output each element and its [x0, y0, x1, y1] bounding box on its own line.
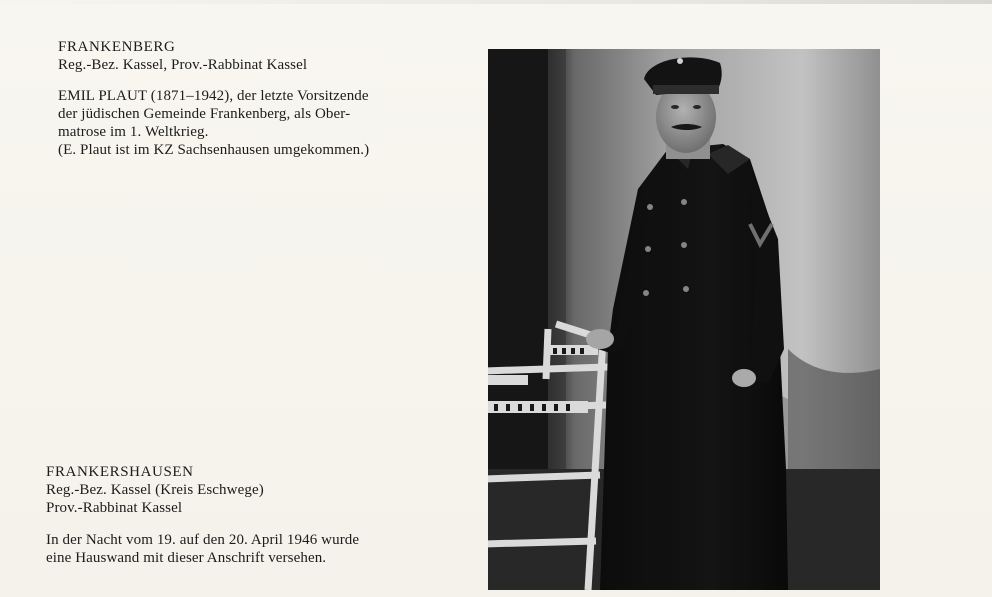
- frankenberg-section: [58, 38, 458, 159]
- frankershausen-text-line: In der Nacht vom 19. auf den 20. April 1946 wurde: [46, 532, 360, 548]
- frankenberg-title: FRANKENBERG: [58, 39, 176, 55]
- frankershausen-rabbinate: Prov.-Rabbinat Kassel: [46, 500, 183, 516]
- portrait-photo: [488, 49, 880, 590]
- frankenberg-district: Reg.-Bez. Kassel, Prov.-Rabbinat Kassel: [58, 57, 308, 73]
- frankershausen-title: FRANKERSHAUSEN: [46, 464, 194, 480]
- caption-line: (E. Plaut ist im KZ Sachsenhausen umgekommen.): [58, 142, 370, 158]
- caption-line: EMIL PLAUT (1871–1942), der letzte Vorsitzende: [58, 88, 369, 104]
- frankershausen-text-line: eine Hauswand mit dieser Anschrift versehen.: [46, 550, 327, 566]
- caption-line: der jüdischen Gemeinde Frankenberg, als Ober-: [58, 106, 351, 122]
- page-top-edge: [0, 0, 992, 4]
- frankershausen-section: [46, 463, 456, 567]
- caption-line: matrose im 1. Weltkrieg.: [58, 124, 209, 140]
- frankershausen-district: Reg.-Bez. Kassel (Kreis Eschwege): [46, 482, 264, 498]
